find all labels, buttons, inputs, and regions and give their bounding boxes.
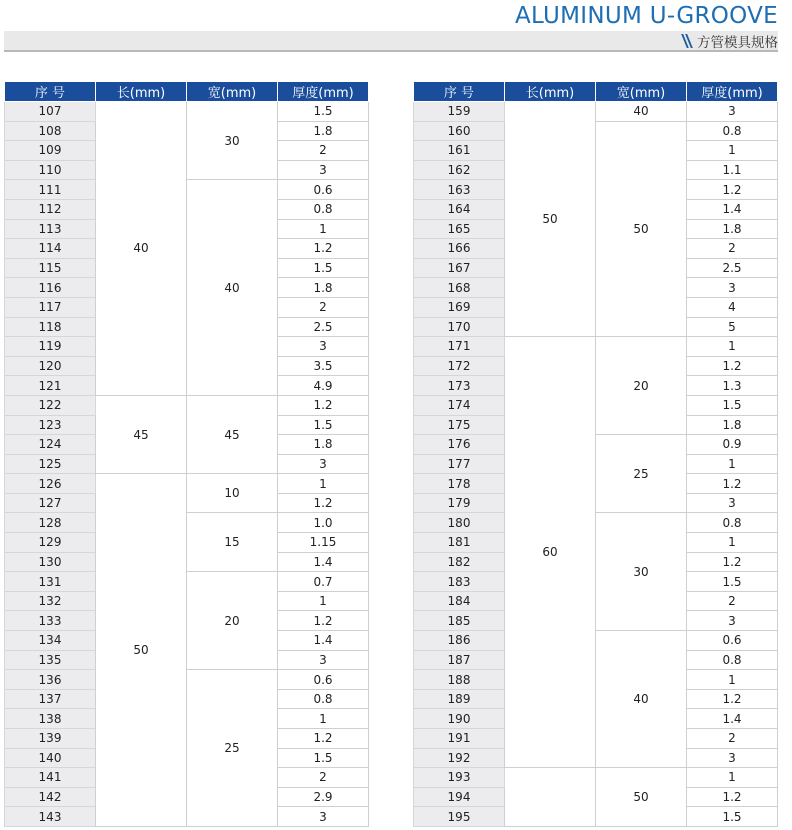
seq-cell: 162 (414, 160, 505, 180)
seq-cell: 133 (5, 611, 96, 631)
thickness-cell: 1.8 (278, 278, 369, 298)
thickness-cell: 4.9 (278, 376, 369, 396)
seq-cell: 137 (5, 689, 96, 709)
thickness-cell: 0.6 (278, 670, 369, 690)
width-cell: 40 (596, 102, 687, 122)
seq-cell: 121 (5, 376, 96, 396)
seq-cell: 118 (5, 317, 96, 337)
thickness-cell: 1.3 (687, 376, 778, 396)
seq-cell: 159 (414, 102, 505, 122)
table-row (414, 768, 778, 788)
thickness-cell: 1.5 (278, 102, 369, 122)
thickness-cell: 4 (687, 297, 778, 317)
seq-cell: 175 (414, 415, 505, 435)
seq-cell: 126 (5, 474, 96, 494)
table-row (414, 102, 778, 122)
seq-cell: 181 (414, 533, 505, 553)
thickness-cell: 0.8 (278, 689, 369, 709)
seq-cell: 141 (5, 768, 96, 788)
seq-cell: 108 (5, 121, 96, 141)
thickness-cell: 3 (687, 611, 778, 631)
width-cell: 25 (596, 435, 687, 513)
seq-cell: 116 (5, 278, 96, 298)
seq-cell: 195 (414, 807, 505, 827)
width-cell: 10 (187, 474, 278, 513)
thickness-cell: 2 (687, 729, 778, 749)
table-row (5, 670, 369, 690)
thickness-cell: 1.2 (278, 493, 369, 513)
seq-cell: 189 (414, 689, 505, 709)
seq-cell: 186 (414, 631, 505, 651)
thickness-cell: 1.8 (687, 219, 778, 239)
thickness-cell: 1.2 (278, 395, 369, 415)
thickness-cell: 1.2 (278, 611, 369, 631)
seq-cell: 161 (414, 141, 505, 161)
table-row (414, 513, 778, 533)
seq-cell: 132 (5, 591, 96, 611)
seq-cell: 167 (414, 258, 505, 278)
seq-cell: 143 (5, 807, 96, 827)
table-row (414, 435, 778, 455)
width-cell: 25 (187, 670, 278, 827)
seq-cell: 188 (414, 670, 505, 690)
length-cell: 50 (505, 102, 596, 337)
thickness-cell: 1.8 (278, 121, 369, 141)
thickness-cell: 1.2 (687, 552, 778, 572)
thickness-cell: 1.0 (278, 513, 369, 533)
table-header-row (5, 82, 369, 102)
seq-cell: 119 (5, 337, 96, 357)
width-cell: 40 (596, 631, 687, 768)
seq-cell: 182 (414, 552, 505, 572)
table-header-row (414, 82, 778, 102)
seq-cell: 120 (5, 356, 96, 376)
seq-cell: 179 (414, 493, 505, 513)
seq-cell: 122 (5, 395, 96, 415)
seq-cell: 113 (5, 219, 96, 239)
thickness-cell: 2 (278, 768, 369, 788)
length-cell: 45 (96, 395, 187, 473)
seq-cell: 130 (5, 552, 96, 572)
seq-cell: 173 (414, 376, 505, 396)
seq-cell: 111 (5, 180, 96, 200)
thickness-cell: 2.9 (278, 787, 369, 807)
length-cell (505, 768, 596, 827)
table-row (5, 180, 369, 200)
thickness-cell: 1 (687, 337, 778, 357)
width-cell: 20 (187, 572, 278, 670)
seq-cell: 140 (5, 748, 96, 768)
page-subtitle (682, 31, 778, 51)
thickness-cell: 1.2 (687, 180, 778, 200)
thickness-cell: 1 (278, 591, 369, 611)
width-cell: 50 (596, 768, 687, 827)
seq-cell: 114 (5, 239, 96, 259)
thickness-cell: 1.2 (278, 239, 369, 259)
header-length: 长(mm) (96, 82, 187, 102)
subtitle-text: 方管模具规格 (697, 35, 778, 51)
thickness-cell: 1 (278, 474, 369, 494)
thickness-cell: 1 (687, 533, 778, 553)
seq-cell: 127 (5, 493, 96, 513)
seq-cell: 128 (5, 513, 96, 533)
thickness-cell: 1 (687, 141, 778, 161)
width-cell: 15 (187, 513, 278, 572)
thickness-cell: 3 (278, 337, 369, 357)
seq-cell: 136 (5, 670, 96, 690)
seq-cell: 184 (414, 591, 505, 611)
seq-cell: 123 (5, 415, 96, 435)
thickness-cell: 1.5 (687, 572, 778, 592)
header-band (4, 31, 778, 51)
seq-cell: 176 (414, 435, 505, 455)
width-cell: 30 (187, 102, 278, 180)
thickness-cell: 1.8 (278, 435, 369, 455)
seq-cell: 142 (5, 787, 96, 807)
thickness-cell: 3 (278, 160, 369, 180)
table-row (414, 631, 778, 651)
thickness-cell: 2.5 (278, 317, 369, 337)
seq-cell: 194 (414, 787, 505, 807)
width-cell: 45 (187, 395, 278, 473)
thickness-cell: 0.6 (278, 180, 369, 200)
seq-cell: 166 (414, 239, 505, 259)
thickness-cell: 0.7 (278, 572, 369, 592)
seq-cell: 193 (414, 768, 505, 788)
thickness-cell: 2 (278, 141, 369, 161)
seq-cell: 163 (414, 180, 505, 200)
seq-cell: 190 (414, 709, 505, 729)
thickness-cell: 1 (687, 768, 778, 788)
thickness-cell: 3 (278, 807, 369, 827)
width-cell: 20 (596, 337, 687, 435)
thickness-cell: 5 (687, 317, 778, 337)
thickness-cell: 3.5 (278, 356, 369, 376)
seq-cell: 180 (414, 513, 505, 533)
seq-cell: 178 (414, 474, 505, 494)
seq-cell: 135 (5, 650, 96, 670)
header-length: 长(mm) (505, 82, 596, 102)
thickness-cell: 1.8 (687, 415, 778, 435)
thickness-cell: 1.5 (278, 258, 369, 278)
thickness-cell: 1.4 (687, 199, 778, 219)
width-cell: 40 (187, 180, 278, 396)
seq-cell: 172 (414, 356, 505, 376)
seq-cell: 165 (414, 219, 505, 239)
thickness-cell: 0.9 (687, 435, 778, 455)
seq-cell: 164 (414, 199, 505, 219)
seq-cell: 107 (5, 102, 96, 122)
seq-cell: 131 (5, 572, 96, 592)
seq-cell: 115 (5, 258, 96, 278)
seq-cell: 177 (414, 454, 505, 474)
thickness-cell: 3 (687, 493, 778, 513)
width-cell: 50 (596, 121, 687, 337)
seq-cell: 139 (5, 729, 96, 749)
thickness-cell: 1 (687, 454, 778, 474)
length-cell: 60 (505, 337, 596, 768)
table-row (5, 474, 369, 494)
header-thickness: 厚度(mm) (687, 82, 778, 102)
seq-cell: 117 (5, 297, 96, 317)
seq-cell: 174 (414, 395, 505, 415)
length-cell: 50 (96, 474, 187, 827)
thickness-cell: 0.8 (687, 650, 778, 670)
seq-cell: 191 (414, 729, 505, 749)
header-thickness: 厚度(mm) (278, 82, 369, 102)
seq-cell: 129 (5, 533, 96, 553)
spec-table-right (413, 81, 778, 827)
header-seq: 序 号 (414, 82, 505, 102)
thickness-cell: 1 (687, 670, 778, 690)
thickness-cell: 1.5 (278, 748, 369, 768)
seq-cell: 171 (414, 337, 505, 357)
thickness-cell: 1 (278, 219, 369, 239)
thickness-cell: 2.5 (687, 258, 778, 278)
table-row (414, 121, 778, 141)
thickness-cell: 1.4 (278, 552, 369, 572)
seq-cell: 134 (5, 631, 96, 651)
thickness-cell: 2 (687, 591, 778, 611)
width-cell: 30 (596, 513, 687, 631)
thickness-cell: 1.2 (687, 356, 778, 376)
spec-table-left (4, 81, 369, 827)
thickness-cell: 1.15 (278, 533, 369, 553)
thickness-cell: 3 (278, 454, 369, 474)
thickness-cell: 0.8 (278, 199, 369, 219)
seq-cell: 112 (5, 199, 96, 219)
thickness-cell: 1.1 (687, 160, 778, 180)
thickness-cell: 0.8 (687, 121, 778, 141)
thickness-cell: 0.8 (687, 513, 778, 533)
seq-cell: 138 (5, 709, 96, 729)
table-row (5, 513, 369, 533)
thickness-cell: 3 (687, 102, 778, 122)
thickness-cell: 1.5 (278, 415, 369, 435)
thickness-cell: 3 (278, 650, 369, 670)
thickness-cell: 1.4 (687, 709, 778, 729)
seq-cell: 170 (414, 317, 505, 337)
thickness-cell: 1.4 (278, 631, 369, 651)
seq-cell: 109 (5, 141, 96, 161)
table-row (5, 395, 369, 415)
seq-cell: 110 (5, 160, 96, 180)
thickness-cell: 1.5 (687, 395, 778, 415)
seq-cell: 160 (414, 121, 505, 141)
header-divider (4, 50, 778, 52)
seq-cell: 169 (414, 297, 505, 317)
page-title: ALUMINUM U-GROOVE (514, 3, 778, 29)
length-cell: 40 (96, 102, 187, 396)
thickness-cell: 3 (687, 278, 778, 298)
seq-cell: 183 (414, 572, 505, 592)
thickness-cell: 1 (278, 709, 369, 729)
table-row (414, 337, 778, 357)
thickness-cell: 3 (687, 748, 778, 768)
thickness-cell: 1.2 (687, 787, 778, 807)
thickness-cell: 2 (687, 239, 778, 259)
seq-cell: 124 (5, 435, 96, 455)
thickness-cell: 0.6 (687, 631, 778, 651)
table-row (5, 572, 369, 592)
seq-cell: 125 (5, 454, 96, 474)
header-width: 宽(mm) (187, 82, 278, 102)
seq-cell: 168 (414, 278, 505, 298)
seq-cell: 185 (414, 611, 505, 631)
thickness-cell: 1.2 (278, 729, 369, 749)
header-seq: 序 号 (5, 82, 96, 102)
thickness-cell: 1.2 (687, 474, 778, 494)
seq-cell: 192 (414, 748, 505, 768)
thickness-cell: 1.5 (687, 807, 778, 827)
seq-cell: 187 (414, 650, 505, 670)
thickness-cell: 1.2 (687, 689, 778, 709)
thickness-cell: 2 (278, 297, 369, 317)
table-row (5, 102, 369, 122)
header-width: 宽(mm) (596, 82, 687, 102)
double-slash-icon (682, 34, 694, 48)
